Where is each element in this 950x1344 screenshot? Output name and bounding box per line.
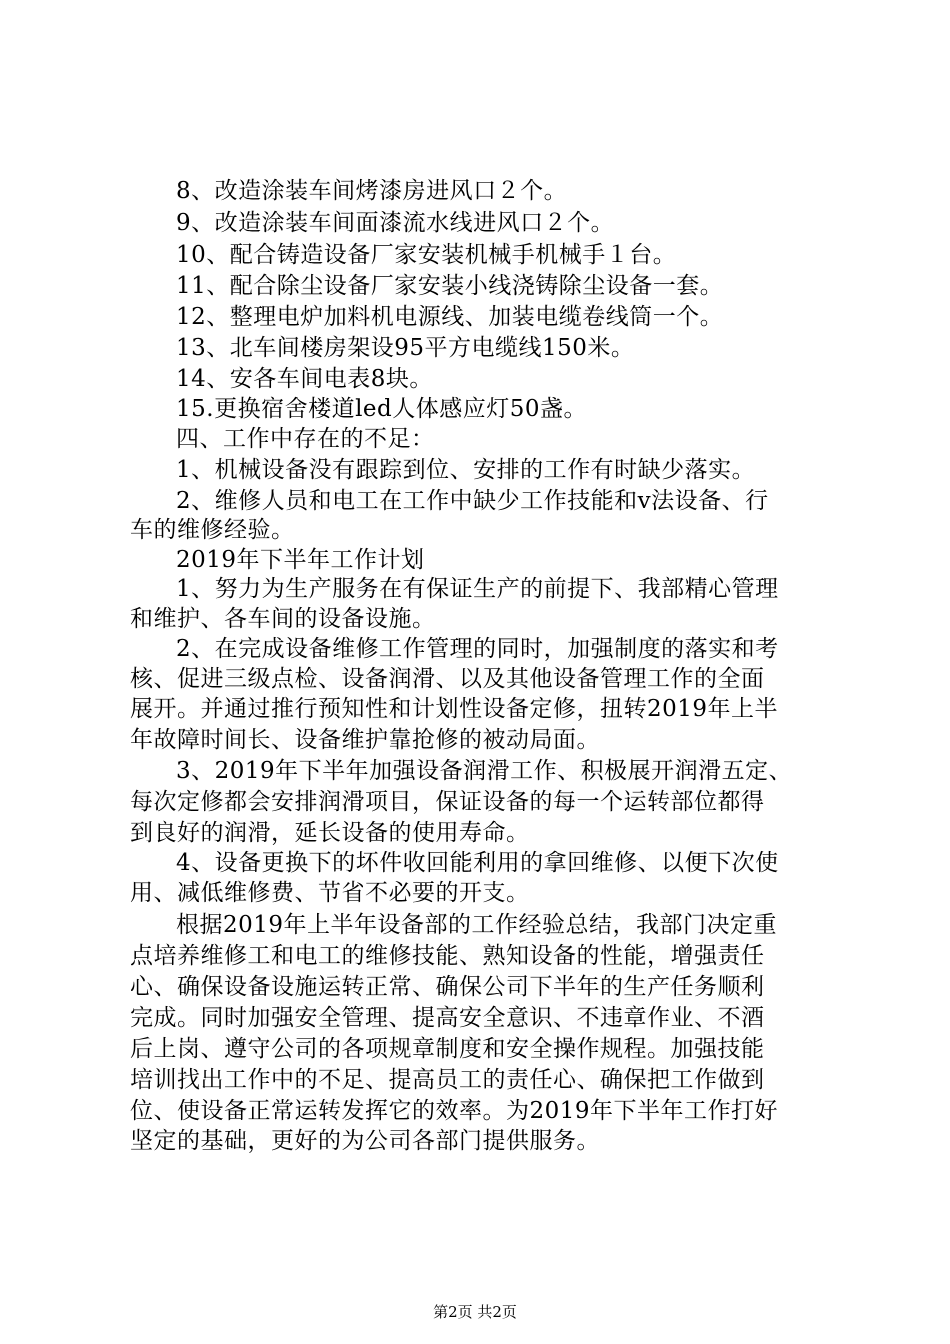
- text-line: 后上岗、遵守公司的各项规章制度和安全操作规程。加强技能: [130, 1036, 765, 1062]
- section-heading: 四、工作中存在的不足：: [176, 426, 435, 452]
- text-line: 15.更换宿舍楼道led人体感应灯50盏。: [176, 396, 588, 422]
- text-line: 点培养维修工和电工的维修技能、熟知设备的性能，增强责任: [130, 943, 765, 969]
- text-line: 到良好的润滑，延长设备的使用寿命。: [130, 820, 530, 846]
- section-heading: 2019年下半年工作计划: [176, 547, 425, 573]
- text-line: 13、北车间楼房架设95平方电缆线150米。: [176, 335, 635, 361]
- text-line: 10、配合铸造设备厂家安装机械手机械手１台。: [176, 242, 677, 268]
- text-line: 完成。同时加强安全管理、提高安全意识、不违章作业、不酒: [130, 1005, 765, 1031]
- text-line: 培训找出工作中的不足、提高员工的责任心、确保把工作做到: [130, 1067, 765, 1093]
- text-line: 根据2019年上半年设备部的工作经验总结，我部门决定重: [176, 912, 778, 938]
- text-line: 11、配合除尘设备厂家安装小线浇铸除尘设备一套。: [176, 273, 724, 299]
- text-line: 9、改造涂装车间面漆流水线进风口２个。: [176, 210, 615, 236]
- text-line: 坚定的基础，更好的为公司各部门提供服务。: [130, 1128, 600, 1154]
- text-line: 2、在完成设备维修工作管理的同时，加强制度的落实和考: [176, 636, 779, 662]
- text-line: 2、维修人员和电工在工作中缺少工作技能和v法设备、行: [176, 488, 769, 514]
- text-line: 展开。并通过推行预知性和计划性设备定修，扭转2019年上半: [130, 696, 779, 722]
- page-number-footer: 第2页 共2页: [433, 1303, 517, 1321]
- text-line: 核、促进三级点检、设备润滑、以及其他设备管理工作的全面: [130, 666, 765, 692]
- text-line: 用、减低维修费、节省不必要的开支。: [130, 880, 530, 906]
- text-line: 和维护、各车间的设备设施。: [130, 606, 436, 632]
- text-line: 车的维修经验。: [130, 517, 295, 543]
- text-line: 每次定修都会安排润滑项目，保证设备的每一个运转部位都得: [130, 789, 765, 815]
- text-line: 年故障时间长、设备维护靠抢修的被动局面。: [130, 727, 600, 753]
- text-line: 1、努力为生产服务在有保证生产的前提下、我部精心管理: [176, 576, 779, 602]
- text-line: 8、改造涂装车间烤漆房进风口２个。: [176, 178, 568, 204]
- text-line: 心、确保设备设施运转正常、确保公司下半年的生产任务顺利: [130, 974, 765, 1000]
- text-line: 位、使设备正常运转发挥它的效率。为2019年下半年工作打好: [130, 1098, 779, 1124]
- text-line: 1、机械设备没有跟踪到位、安排的工作有时缺少落实。: [176, 457, 756, 483]
- text-line: 4、设备更换下的坏件收回能利用的拿回维修、以便下次使: [176, 850, 779, 876]
- text-line: 12、整理电炉加料机电源线、加装电缆卷线筒一个。: [176, 304, 724, 330]
- text-line: 14、安各车间电表8块。: [176, 366, 433, 392]
- text-line: 3、2019年下半年加强设备润滑工作、积极展开润滑五定、: [176, 758, 793, 784]
